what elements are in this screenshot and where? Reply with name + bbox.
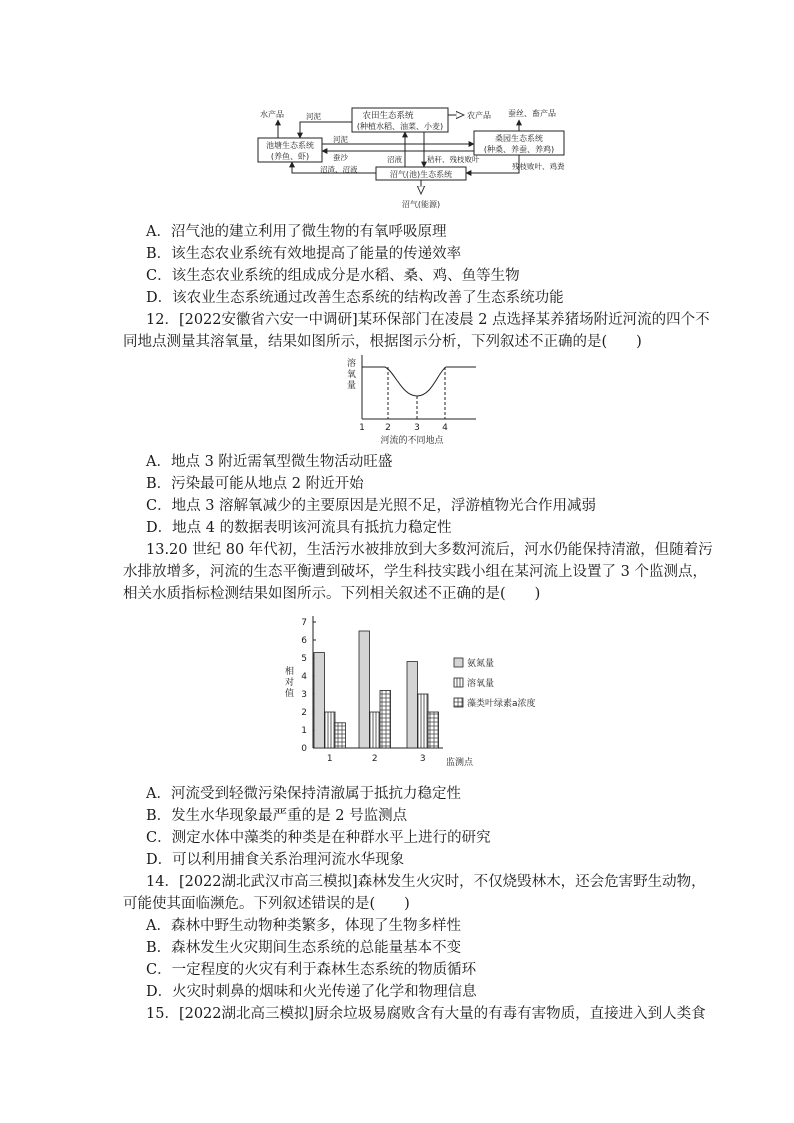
q11-option-d: D．该农业生态系统通过改善生态系统的结构改善了生态系统功能 [146, 290, 564, 306]
q13-stem-line3: 相关水质指标检测结果如图所示。下列相关叙述不正确的是( ) [123, 586, 541, 602]
legend-label: 藻类叶绿素a浓度 [467, 699, 536, 709]
q12-stem-line2: 同地点测量其溶氧量，结果如图所示，根据图示分析，下列叙述不正确的是( ) [123, 334, 642, 350]
bar-xlabel: 监测点 [446, 758, 474, 768]
q12-option-d: D．地点 4 的数据表明该河流具有抵抗力稳定性 [146, 520, 452, 536]
bar-1-site-1 [314, 653, 325, 748]
bar-y-tick-label: 4 [301, 672, 307, 682]
cansha-label: 蚕沙 [333, 153, 348, 162]
bar-y-tick-label: 2 [301, 708, 307, 718]
q14-option-a: A．森林中野生动物种类繁多，体现了生物多样性 [146, 918, 461, 934]
legend-swatch [454, 658, 463, 667]
q13-stem-line2: 水排放增多，河流的生态平衡遭到破坏，学生科技实践小组在某河流上设置了 3 个监测点， [123, 564, 707, 580]
biogas-energy-label: 沼气(能源) [401, 200, 441, 209]
bar-x-tick-label: 1 [326, 754, 333, 764]
hemud-label-upper: 河泥 [306, 112, 321, 121]
q13-stem-line1: 13.20 世纪 80 年代初，生活污水被排放到大多数河流后，河水仍能保持清澈，但随着污 [146, 542, 713, 558]
bar-3-site-3 [428, 712, 439, 748]
q11-option-b: B．该生态农业系统有效地提高了能量的传递效率 [146, 246, 462, 262]
q13-option-b: B．发生水华现象最严重的是 2 号监测点 [146, 808, 408, 824]
bar-2-site-3 [418, 694, 429, 748]
q13-option-d: D．可以利用捕食关系治理河流水华现象 [146, 852, 405, 868]
q12-stem-line1: 12．[2022安徽省六安一中调研]某环保部门在凌晨 2 点选择某养猪场附近河流的四个不 [146, 312, 710, 328]
silk-product-label: 蚕丝、畜产品 [508, 109, 556, 118]
q14-option-b: B．森林发生火灾期间生态系统的总能量基本不变 [146, 940, 462, 956]
bar-y-tick-label: 7 [301, 618, 307, 628]
q12-option-b: B．污染最可能从地点 2 附近开始 [146, 476, 364, 492]
bar-y-tick-label: 0 [301, 744, 307, 754]
do-tick-2: 2 [385, 423, 391, 433]
biogas-title: 沼气(池)生态系统 [389, 170, 453, 179]
legend-swatch [454, 698, 463, 707]
water-quality-bar-chart [0, 608, 794, 778]
do-xlabel: 河流的不同地点 [380, 436, 444, 446]
mulberry-title: 桑园生态系统 [495, 134, 543, 143]
bar-ylabel-2: 对 [285, 678, 295, 688]
mulberry-subtitle: (种桑、养蚕、养鸡) [483, 145, 555, 154]
farm-title: 农田生态系统 [362, 111, 414, 121]
zhaoye-label: 沼液 [387, 155, 402, 164]
q14-option-c: C．一定程度的火灾有利于森林生态系统的物质循环 [146, 962, 477, 978]
bar-2-site-2 [370, 712, 381, 748]
q14-stem-line2: 可能使其面临濒危。下列叙述错误的是( ) [123, 896, 410, 912]
do-ylabel-2: 氧 [347, 370, 357, 380]
legend-label: 氨氮量 [467, 659, 495, 669]
bar-ylabel-1: 相 [285, 667, 295, 677]
bar-ylabel-3: 值 [285, 689, 295, 699]
farm-product-label: 农产品 [467, 111, 491, 120]
bar-3-site-2 [380, 690, 391, 748]
do-tick-4: 4 [442, 423, 448, 433]
dissolved-oxygen-chart [0, 350, 794, 450]
water-product-label: 水产品 [260, 110, 284, 119]
do-ylabel-1: 溶 [347, 359, 357, 369]
q12-option-a: A．地点 3 附近需氧型微生物活动旺盛 [146, 454, 393, 470]
bar-y-tick-label: 3 [301, 690, 307, 700]
do-ylabel-3: 量 [347, 381, 357, 391]
q15-stem-line1: 15．[2022湖北高三模拟]厨余垃圾易腐败含有大量的有毒有害物质，直接进入到人类食 [146, 1006, 706, 1022]
farm-subtitle: (种植水稻、油菜、小麦) [356, 122, 444, 131]
do-tick-1: 1 [359, 423, 365, 433]
q12-option-c: C．地点 3 溶解氧减少的主要原因是光照不足，浮游植物光合作用减弱 [146, 498, 597, 514]
bar-2-site-1 [325, 712, 336, 748]
do-tick-3: 3 [414, 423, 420, 433]
bar-x-tick-label: 3 [419, 754, 426, 764]
q13-option-c: C．测定水体中藻类的种类是在种群水平上进行的研究 [146, 830, 491, 846]
legend-swatch [454, 678, 463, 687]
bar-y-tick-label: 1 [301, 726, 307, 736]
pond-title: 池塘生态系统 [266, 141, 314, 150]
residue-label: 残枝败叶、鸡粪 [512, 162, 565, 171]
q11-option-a: A．沼气池的建立利用了微生物的有氧呼吸原理 [146, 224, 447, 240]
q14-stem-line1: 14．[2022湖北武汉市高三模拟]森林发生火灾时，不仅烧毁林木，还会危害野生动物， [146, 874, 706, 890]
straw-label: 秸秆、残枝败叶 [427, 155, 480, 164]
hemud-label-lower: 河泥 [333, 135, 348, 144]
ecosystem-flow-diagram [0, 0, 794, 220]
bar-1-site-2 [359, 631, 370, 748]
q11-option-c: C．该生态农业系统的组成成分是水稻、桑、鸡、鱼等生物 [146, 268, 520, 284]
q14-option-d: D．火灾时刺鼻的烟味和火光传递了化学和物理信息 [146, 984, 477, 1000]
bar-y-tick-label: 5 [301, 654, 307, 664]
bar-x-tick-label: 2 [371, 754, 378, 764]
q13-option-a: A．河流受到轻微污染保持清澈属于抵抗力稳定性 [146, 786, 461, 802]
pond-subtitle: (养鱼、虾) [270, 152, 310, 161]
slurry-label: 沼渣、沼液 [320, 165, 358, 174]
bar-y-tick-label: 6 [301, 636, 307, 646]
legend-label: 溶氧量 [467, 679, 495, 689]
bar-3-site-1 [335, 723, 346, 748]
bar-1-site-3 [407, 662, 418, 748]
